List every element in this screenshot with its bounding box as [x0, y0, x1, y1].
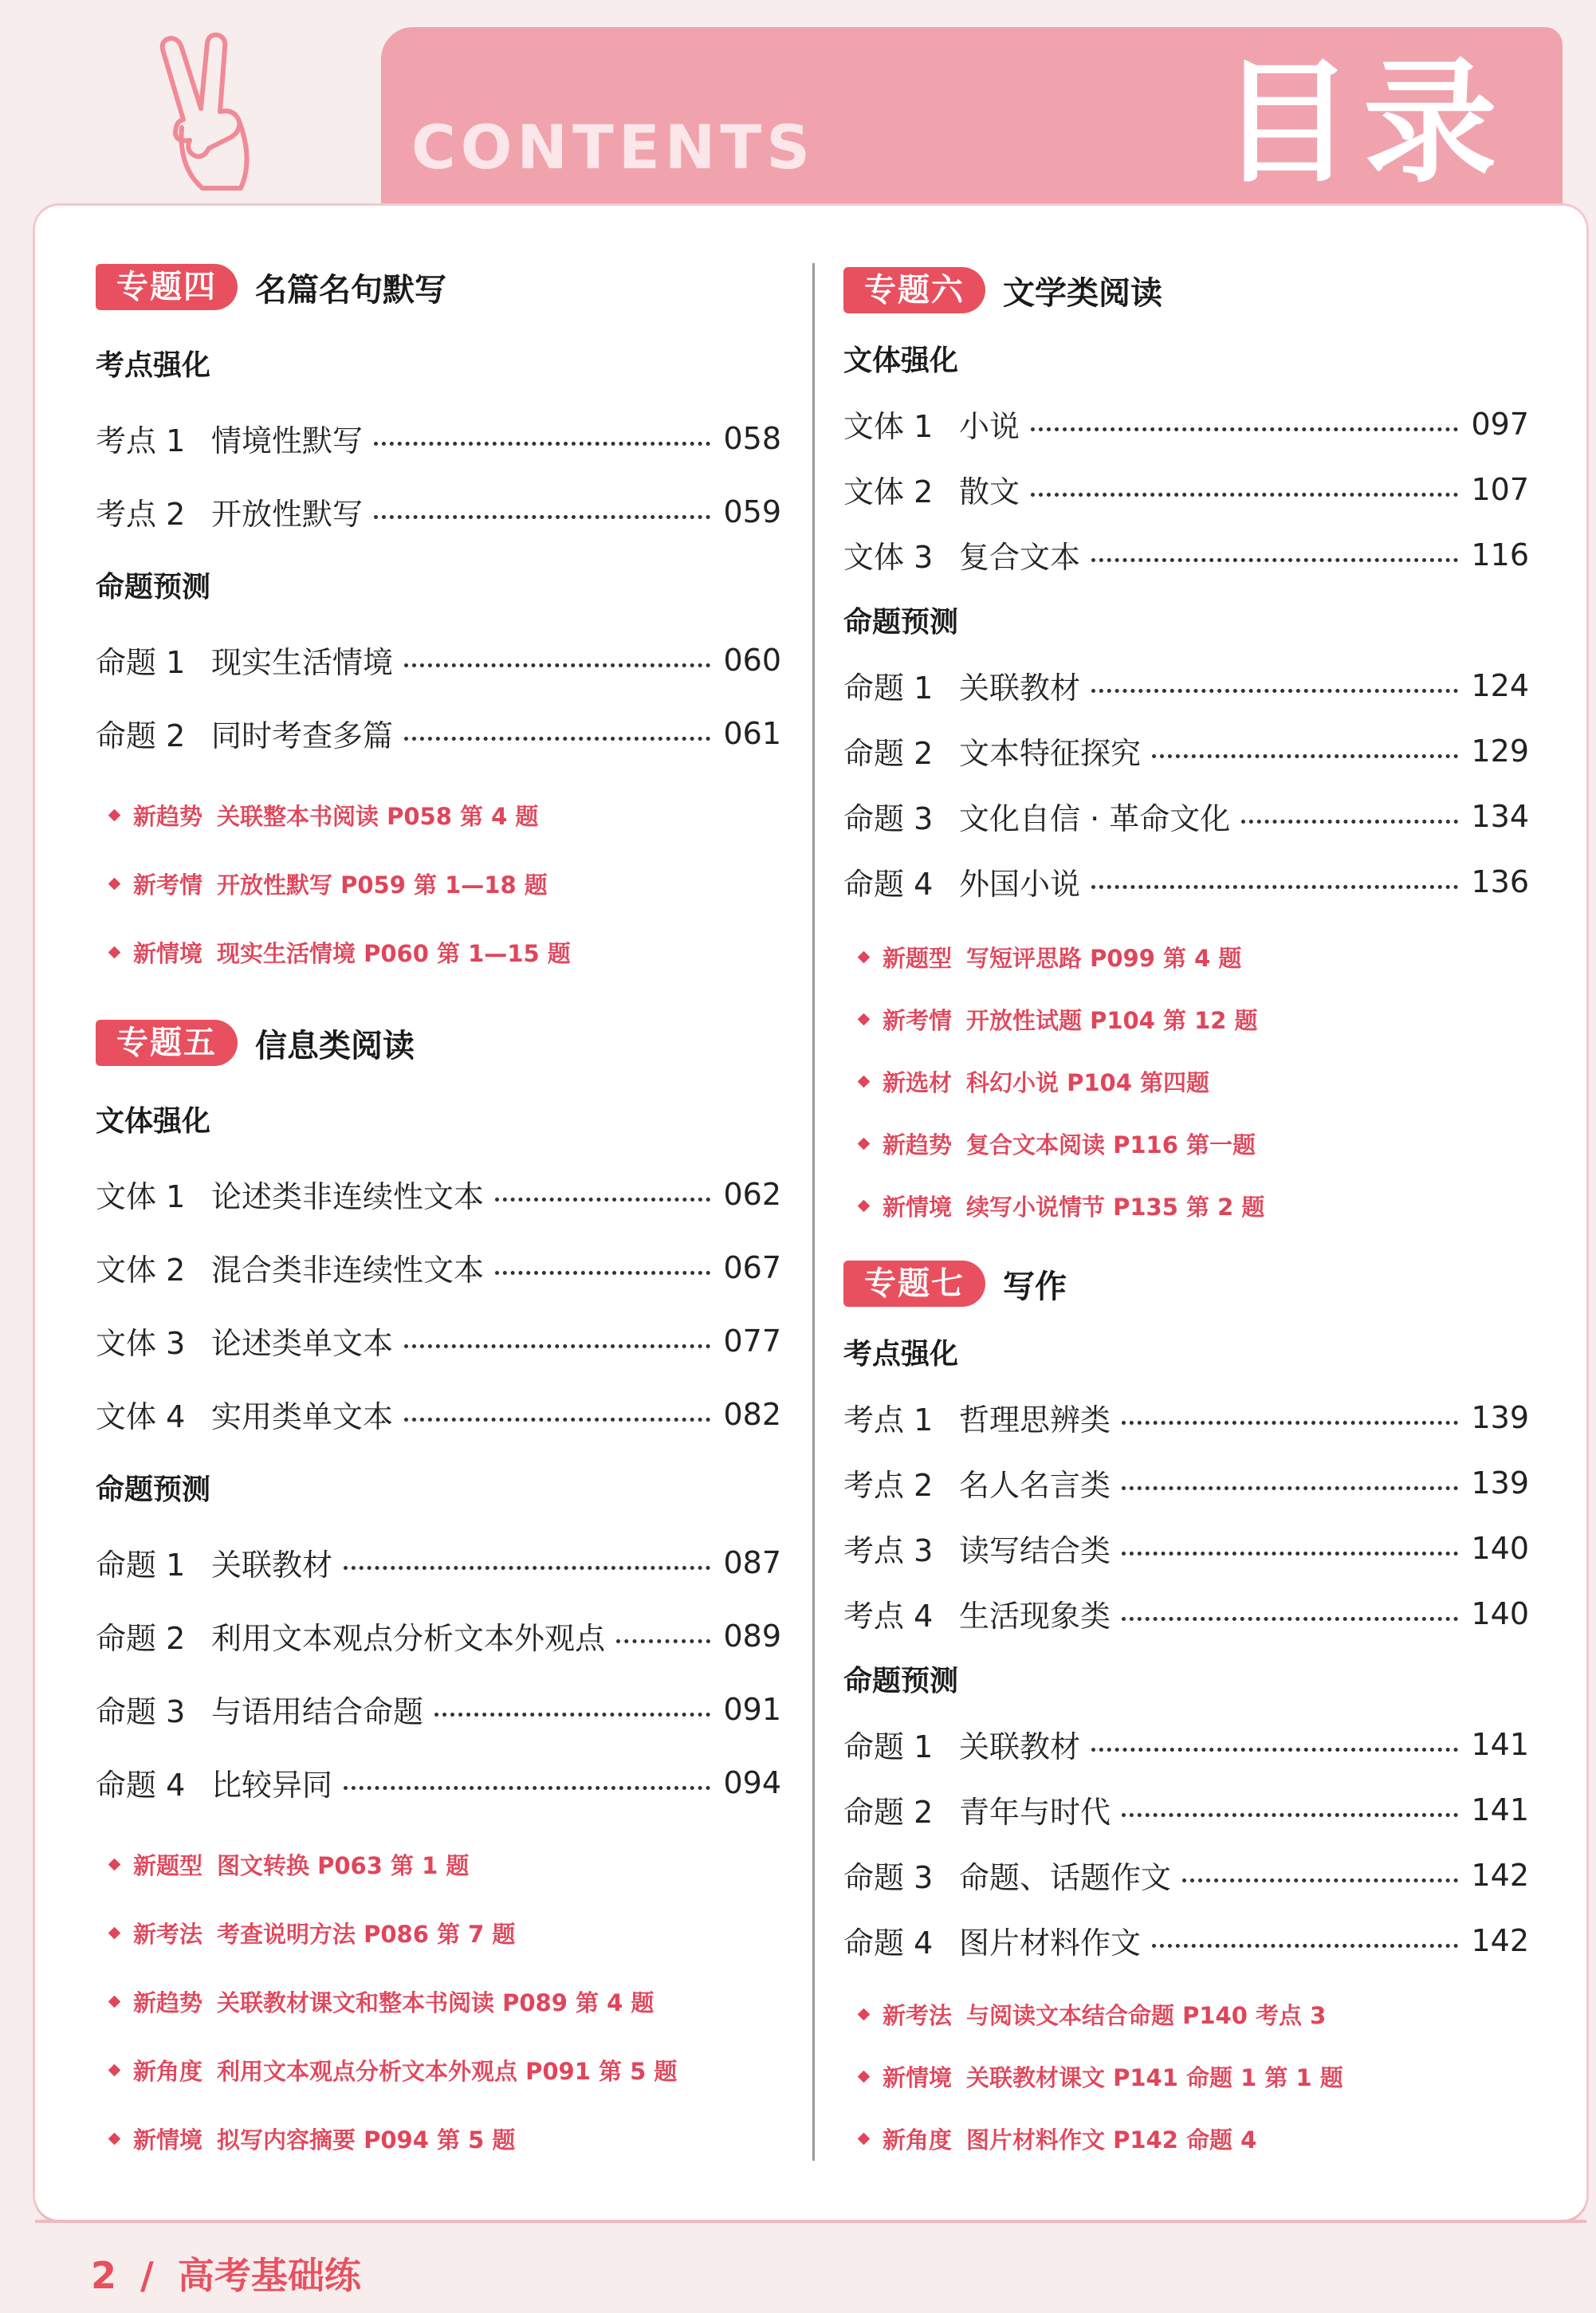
dot-leader	[495, 1198, 710, 1202]
entry-prefix: 命题 3	[843, 801, 934, 836]
diamond-bullet-icon	[108, 1927, 121, 1940]
dot-leader	[374, 515, 710, 519]
dot-leader	[404, 737, 710, 741]
feature-desc: 关联教材课文和整本书阅读 P089 第 4 题	[217, 1989, 655, 2016]
entry-prefix: 命题 4	[96, 1768, 186, 1803]
topic-title: 写作	[1003, 1268, 1067, 1305]
diamond-bullet-icon	[858, 2133, 871, 2146]
toc-entry[interactable]	[843, 533, 1529, 576]
feature-note	[110, 2054, 677, 2087]
entry-page: 140	[1471, 1530, 1529, 1566]
entry-name: 情境性默写	[211, 423, 364, 458]
section-heading: 考点强化	[843, 1338, 959, 1371]
entry-prefix: 考点 2	[96, 497, 186, 532]
entry-name: 图片材料作文	[959, 1926, 1142, 1961]
entry-prefix: 文体 1	[843, 409, 934, 444]
diamond-bullet-icon	[858, 951, 871, 964]
feature-desc: 现实生活情境 P060 第 1—15 题	[217, 940, 571, 967]
section-heading: 考点强化	[96, 349, 211, 382]
feature-tag: 新情境	[883, 1194, 953, 1221]
feature-tag: 新情境	[133, 940, 203, 967]
entry-prefix: 考点 3	[843, 1533, 934, 1568]
toc-entry[interactable]	[843, 729, 1529, 773]
entry-name: 利用文本观点分析文本外观点	[211, 1621, 606, 1656]
entry-name: 生活现象类	[959, 1599, 1111, 1634]
feature-desc: 科幻小说 P104 第四题	[966, 1069, 1209, 1096]
entry-name: 名人名言类	[959, 1468, 1111, 1503]
feature-tag: 新选材	[883, 1069, 953, 1096]
dot-leader	[404, 1344, 710, 1348]
entry-prefix: 考点 4	[843, 1599, 934, 1634]
diamond-bullet-icon	[858, 1138, 871, 1151]
dot-leader	[1091, 885, 1458, 889]
feature-desc: 关联教材课文 P141 命题 1 第 1 题	[966, 2064, 1343, 2091]
entry-name: 读写结合类	[959, 1533, 1111, 1568]
topic-heading[interactable]	[96, 263, 446, 311]
entry-page: 141	[1471, 1792, 1529, 1827]
entry-prefix: 命题 2	[843, 1795, 934, 1830]
entry-page: 097	[1471, 406, 1529, 442]
entry-page: 139	[1471, 1399, 1529, 1435]
feature-tag: 新题型	[883, 945, 953, 972]
feature-desc: 图片材料作文 P142 命题 4	[966, 2126, 1257, 2154]
feature-tag: 新趋势	[133, 1989, 203, 2016]
topic-badge: 专题六	[843, 267, 985, 313]
entry-prefix: 命题 1	[843, 1729, 934, 1764]
toc-entry[interactable]	[96, 1760, 781, 1804]
entry-name: 复合文本	[959, 540, 1081, 575]
dot-leader	[404, 1418, 710, 1422]
entry-prefix: 命题 3	[843, 1860, 934, 1895]
toc-entry[interactable]	[96, 1687, 781, 1731]
feature-desc: 开放性试题 P104 第 12 题	[966, 1007, 1258, 1034]
diamond-bullet-icon	[108, 946, 121, 959]
entry-name: 开放性默写	[211, 497, 364, 532]
diamond-bullet-icon	[858, 2008, 871, 2021]
dot-leader	[344, 1566, 710, 1570]
dot-leader	[344, 1786, 710, 1790]
toc-entry[interactable]	[843, 1591, 1529, 1635]
entry-prefix: 命题 4	[843, 1926, 934, 1961]
entry-page: 136	[1471, 863, 1529, 899]
feature-tag: 新题型	[133, 1852, 203, 1879]
entry-prefix: 考点 1	[843, 1402, 934, 1438]
entry-prefix: 命题 3	[96, 1694, 186, 1729]
diamond-bullet-icon	[108, 1996, 121, 2008]
toc-entry[interactable]	[96, 416, 781, 460]
page-title: 目录	[1220, 45, 1507, 201]
dot-leader	[616, 1639, 710, 1643]
toc-entry[interactable]	[96, 1245, 781, 1289]
entry-name: 论述类单文本	[211, 1326, 394, 1361]
dot-leader	[1091, 558, 1458, 562]
entry-page: 116	[1471, 537, 1529, 572]
toc-entry[interactable]	[843, 794, 1529, 838]
feature-desc: 利用文本观点分析文本外观点 P091 第 5 题	[217, 2058, 678, 2085]
entry-name: 同时考查多篇	[211, 718, 394, 753]
entry-prefix: 文体 1	[96, 1179, 186, 1214]
feature-note	[110, 1985, 654, 2018]
entry-name: 命题、话题作文	[959, 1860, 1172, 1895]
footer-separator: /	[140, 2254, 154, 2297]
entry-page: 094	[723, 1764, 781, 1800]
entry-page: 067	[723, 1249, 781, 1285]
entry-name: 关联教材	[959, 1729, 1081, 1764]
topic-badge: 专题五	[96, 1020, 238, 1066]
feature-tag: 新考情	[883, 1007, 953, 1034]
feature-desc: 考查说明方法 P086 第 7 题	[217, 1921, 516, 1948]
entry-prefix: 文体 3	[843, 540, 934, 575]
entry-name: 小说	[959, 409, 1020, 444]
toc-entry[interactable]	[843, 1461, 1529, 1505]
topic-title: 信息类阅读	[255, 1027, 415, 1064]
dot-leader	[434, 1713, 710, 1717]
feature-desc: 图文转换 P063 第 1 题	[217, 1852, 470, 1879]
feature-desc: 拟写内容摘要 P094 第 5 题	[217, 2126, 516, 2154]
entry-prefix: 考点 1	[96, 423, 186, 458]
entry-page: 082	[723, 1396, 781, 1432]
entry-page: 060	[723, 642, 781, 678]
entry-prefix: 文体 3	[96, 1326, 186, 1361]
entry-prefix: 命题 1	[843, 671, 934, 706]
dot-leader	[1031, 427, 1458, 431]
entry-page: 141	[1471, 1726, 1529, 1762]
feature-note	[859, 1190, 1264, 1222]
dot-leader	[404, 663, 710, 667]
entry-page: 061	[723, 715, 781, 751]
book-title: 高考基础练	[177, 2254, 361, 2297]
dot-leader	[1091, 689, 1458, 693]
toc-entry[interactable]	[843, 1526, 1529, 1570]
diamond-bullet-icon	[858, 2071, 871, 2083]
topic-badge: 专题四	[96, 264, 238, 310]
feature-note	[110, 1917, 515, 1949]
feature-tag: 新角度	[133, 2058, 203, 2085]
entry-name: 文本特征探究	[959, 736, 1142, 771]
column-divider	[812, 263, 815, 2161]
entry-name: 比较异同	[211, 1768, 333, 1803]
entry-page: 124	[1471, 667, 1529, 703]
dot-leader	[1122, 1486, 1458, 1490]
feature-tag: 新考法	[133, 1921, 203, 1948]
entry-name: 散文	[959, 474, 1020, 509]
entry-name: 关联教材	[211, 1548, 333, 1583]
feature-note	[859, 941, 1241, 974]
toc-entry[interactable]	[843, 1395, 1529, 1439]
entry-page: 139	[1471, 1465, 1529, 1501]
topic-heading[interactable]	[843, 1260, 1067, 1308]
toc-entry[interactable]	[96, 711, 781, 755]
entry-name: 混合类非连续性文本	[211, 1253, 485, 1288]
section-heading: 命题预测	[843, 1665, 959, 1697]
entry-name: 与语用结合命题	[211, 1694, 424, 1729]
dot-leader	[1031, 493, 1458, 497]
entry-prefix: 命题 1	[96, 645, 186, 680]
section-heading: 命题预测	[843, 606, 959, 639]
feature-desc: 与阅读文本结合命题 P140 考点 3	[966, 2002, 1327, 2029]
entry-name: 外国小说	[959, 867, 1081, 902]
diamond-bullet-icon	[858, 1013, 871, 1026]
dot-leader	[1091, 1748, 1458, 1752]
page-number: 2	[91, 2254, 117, 2297]
victory-hand-icon	[151, 32, 271, 199]
section-heading: 命题预测	[96, 571, 211, 604]
feature-note	[859, 1065, 1209, 1098]
topic-title: 名篇名句默写	[255, 271, 446, 309]
entry-prefix: 考点 2	[843, 1468, 934, 1503]
entry-page: 089	[723, 1618, 781, 1654]
feature-tag: 新考法	[883, 2002, 953, 2029]
section-heading: 命题预测	[96, 1473, 211, 1506]
topic-title: 文学类阅读	[1003, 274, 1162, 312]
toc-entry[interactable]	[843, 860, 1529, 903]
dot-leader	[1122, 1421, 1458, 1425]
toc-entry[interactable]	[96, 1540, 781, 1584]
entry-name: 现实生活情境	[211, 645, 394, 680]
diamond-bullet-icon	[858, 1076, 871, 1088]
toc-entry[interactable]	[843, 1918, 1529, 1962]
entry-prefix: 文体 4	[96, 1399, 186, 1434]
entry-prefix: 命题 2	[96, 718, 186, 753]
section-heading: 文体强化	[96, 1105, 211, 1138]
page-footer	[91, 2247, 361, 2299]
entry-page: 062	[723, 1176, 781, 1212]
toc-entry[interactable]	[843, 1853, 1529, 1897]
dot-leader	[1122, 1813, 1458, 1817]
feature-tag: 新趋势	[883, 1131, 953, 1158]
footer-rule	[35, 2220, 1586, 2223]
feature-note	[110, 2122, 515, 2155]
entry-prefix: 命题 2	[843, 736, 934, 771]
entry-page: 059	[723, 494, 781, 529]
feature-note	[859, 2060, 1343, 2093]
toc-entry[interactable]	[96, 1172, 781, 1216]
entry-prefix: 命题 4	[843, 867, 934, 902]
entry-name: 实用类单文本	[211, 1399, 394, 1434]
feature-note	[859, 2122, 1256, 2155]
diamond-bullet-icon	[108, 2133, 121, 2146]
diamond-bullet-icon	[108, 878, 121, 891]
toc-entry[interactable]	[843, 402, 1529, 446]
topic-heading[interactable]	[843, 266, 1162, 314]
toc-entry[interactable]	[96, 1614, 781, 1658]
dot-leader	[1152, 1944, 1458, 1948]
entry-page: 107	[1471, 471, 1529, 507]
entry-page: 134	[1471, 798, 1529, 834]
entry-page: 091	[723, 1691, 781, 1727]
toc-entry[interactable]	[843, 467, 1529, 511]
dot-leader	[1122, 1552, 1458, 1556]
entry-page: 140	[1471, 1595, 1529, 1631]
section-heading: 文体强化	[843, 344, 959, 377]
toc-entry[interactable]	[96, 638, 781, 682]
diamond-bullet-icon	[108, 2064, 121, 2077]
feature-desc: 续写小说情节 P135 第 2 题	[966, 1194, 1265, 1221]
toc-entry[interactable]	[843, 663, 1529, 707]
feature-tag: 新角度	[883, 2126, 953, 2154]
dot-leader	[1152, 754, 1458, 758]
feature-desc: 开放性默写 P059 第 1—18 题	[217, 871, 548, 899]
entry-page: 142	[1471, 1922, 1529, 1958]
feature-tag: 新考情	[133, 871, 203, 899]
diamond-bullet-icon	[108, 1859, 121, 1871]
entry-page: 087	[723, 1544, 781, 1580]
feature-note	[110, 1848, 469, 1881]
topic-badge: 专题七	[843, 1261, 985, 1307]
feature-desc: 写短评思路 P099 第 4 题	[966, 945, 1242, 972]
feature-tag: 新趋势	[133, 803, 203, 830]
diamond-bullet-icon	[108, 809, 121, 822]
entry-name: 关联教材	[959, 671, 1081, 706]
feature-note	[110, 936, 571, 969]
entry-page: 058	[723, 420, 781, 456]
toc-entry[interactable]	[96, 1319, 781, 1363]
contents-word: CONTENTS	[411, 112, 815, 183]
entry-prefix: 文体 2	[843, 474, 934, 509]
entry-page: 129	[1471, 733, 1529, 769]
feature-desc: 复合文本阅读 P116 第一题	[966, 1131, 1256, 1158]
toc-entry[interactable]	[843, 1788, 1529, 1831]
feature-note	[110, 799, 538, 832]
entry-name: 论述类非连续性文本	[211, 1179, 485, 1214]
toc-entry[interactable]	[843, 1722, 1529, 1766]
feature-note	[859, 1127, 1256, 1160]
feature-note	[859, 1003, 1258, 1036]
entry-name: 青年与时代	[959, 1795, 1111, 1830]
toc-entry[interactable]	[96, 1392, 781, 1436]
feature-tag: 新情境	[883, 2064, 953, 2091]
entry-prefix: 命题 1	[96, 1548, 186, 1583]
entry-name: 哲理思辨类	[959, 1402, 1111, 1438]
entry-page: 142	[1471, 1857, 1529, 1893]
feature-note	[859, 1998, 1326, 2031]
entry-page: 077	[723, 1323, 781, 1359]
feature-desc: 关联整本书阅读 P058 第 4 题	[217, 803, 539, 830]
dot-leader	[1122, 1617, 1458, 1621]
feature-note	[110, 867, 548, 900]
entry-name: 文化自信 · 革命文化	[959, 801, 1231, 836]
dot-leader	[495, 1271, 710, 1275]
dot-leader	[1182, 1878, 1458, 1882]
diamond-bullet-icon	[858, 1200, 871, 1213]
toc-entry[interactable]	[96, 490, 781, 533]
dot-leader	[374, 442, 710, 446]
dot-leader	[1241, 820, 1458, 824]
entry-prefix: 文体 2	[96, 1253, 186, 1288]
topic-heading[interactable]	[96, 1019, 415, 1067]
feature-tag: 新情境	[133, 2126, 203, 2154]
entry-prefix: 命题 2	[96, 1621, 186, 1656]
